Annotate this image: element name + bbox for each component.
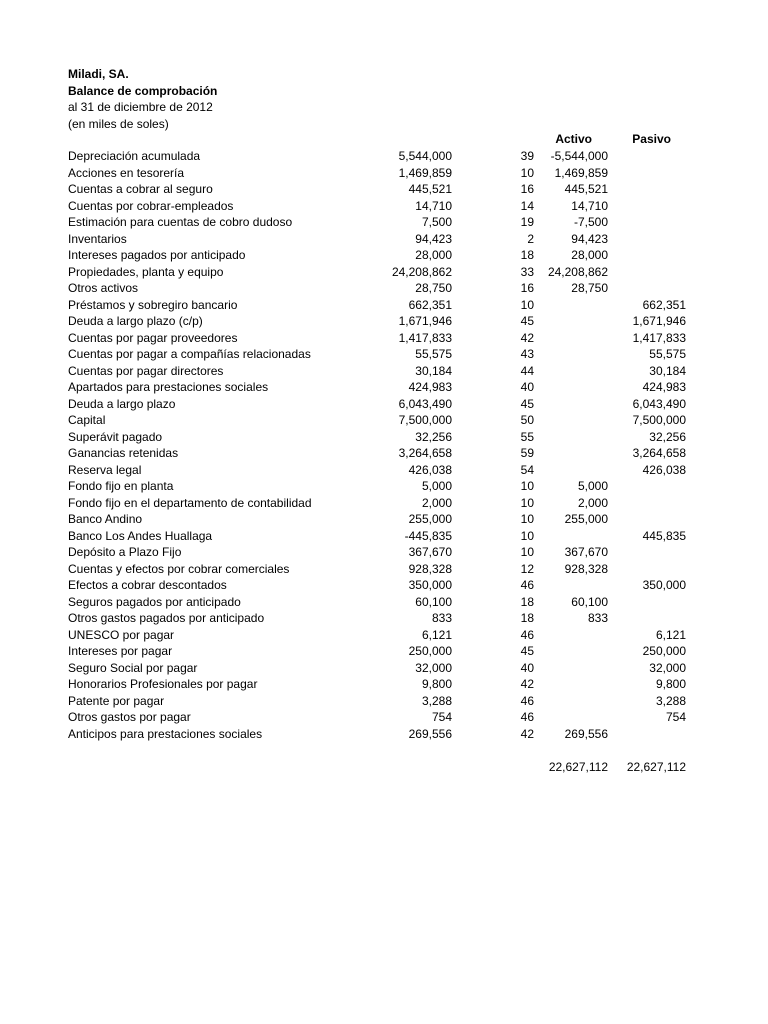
- account-amount: 30,184: [415, 363, 452, 378]
- account-amount: 424,983: [408, 380, 452, 394]
- activo-value: 1,469,859: [554, 165, 608, 180]
- table-row: [0, 148, 768, 165]
- account-name: Reserva legal: [68, 462, 142, 477]
- account-code: 45: [520, 314, 534, 328]
- table-row: [0, 511, 768, 528]
- account-code: 10: [520, 528, 534, 543]
- account-amount: 9,800: [421, 677, 452, 691]
- account-amount: 2,000: [421, 495, 452, 510]
- account-name: Inventarios: [68, 231, 127, 246]
- account-name: Banco Los Andes Huallaga: [68, 528, 213, 543]
- account-name: Cuentas por cobrar-empleados: [68, 198, 234, 213]
- account-code: 42: [520, 330, 534, 345]
- account-amount: 754: [431, 710, 452, 724]
- account-code: 16: [520, 281, 534, 295]
- table-row: [0, 594, 768, 611]
- account-amount: 24,208,862: [391, 264, 452, 279]
- account-name: Intereses por pagar: [68, 644, 173, 658]
- account-name: Banco Andino: [68, 512, 143, 526]
- account-code: 42: [520, 677, 534, 691]
- company-name: Miladi, SA.: [68, 67, 129, 81]
- activo-value: -7,500: [573, 215, 608, 229]
- account-name: Cuentas y efectos por cobrar comerciales: [68, 561, 290, 576]
- pasivo-value: 6,043,490: [632, 396, 686, 411]
- account-code: 18: [520, 594, 534, 609]
- pasivo-value: 32,000: [649, 660, 686, 675]
- account-code: 46: [520, 578, 534, 592]
- pasivo-value: 7,500,000: [632, 413, 686, 427]
- account-code: 42: [520, 726, 534, 741]
- account-name: Depreciación acumulada: [68, 149, 201, 163]
- account-amount: 662,351: [408, 297, 452, 312]
- account-code: 46: [520, 693, 534, 708]
- activo-value: 28,750: [571, 281, 608, 295]
- table-row: [0, 181, 768, 198]
- account-amount: 7,500,000: [398, 413, 452, 427]
- table-row: [0, 726, 768, 743]
- account-amount: 5,544,000: [398, 149, 452, 163]
- table-row: [0, 165, 768, 182]
- account-code: 16: [520, 182, 534, 196]
- pasivo-value: 9,800: [655, 677, 686, 691]
- account-amount: 55,575: [415, 347, 452, 361]
- pasivo-value: 424,983: [642, 380, 686, 394]
- account-code: 19: [520, 215, 534, 229]
- account-amount: 14,710: [415, 198, 452, 213]
- account-code: 59: [520, 446, 534, 460]
- account-code: 40: [520, 380, 534, 394]
- table-row: [0, 363, 768, 380]
- account-name: Intereses pagados por anticipado: [68, 248, 246, 262]
- account-name: Estimación para cuentas de cobro dudoso: [68, 215, 293, 229]
- activo-value: 255,000: [564, 512, 608, 526]
- activo-value: 367,670: [564, 545, 608, 559]
- pasivo-value: 662,351: [642, 297, 686, 312]
- activo-value: 445,521: [564, 182, 608, 196]
- account-code: 55: [520, 429, 534, 444]
- table-row: [0, 330, 768, 347]
- account-code: 50: [520, 413, 534, 427]
- table-row: [0, 478, 768, 495]
- account-amount: 1,469,859: [398, 165, 452, 180]
- column-header-pasivo: Pasivo: [632, 132, 671, 146]
- table-row: [0, 610, 768, 627]
- pasivo-value: 1,417,833: [632, 330, 686, 345]
- pasivo-value: 754: [665, 710, 686, 724]
- account-name: Anticipos para prestaciones sociales: [68, 726, 263, 741]
- account-amount: 1,671,946: [398, 314, 452, 328]
- account-code: 10: [520, 165, 534, 180]
- table-row: [0, 379, 768, 396]
- document-date: al 31 de diciembre de 2012: [68, 100, 213, 114]
- account-amount: 3,288: [421, 693, 452, 708]
- table-row: [0, 231, 768, 248]
- table-row: [0, 561, 768, 578]
- account-code: 43: [520, 347, 534, 361]
- table-row: [0, 627, 768, 644]
- account-name: Cuentas a cobrar al seguro: [68, 182, 213, 196]
- pasivo-value: 350,000: [642, 578, 686, 592]
- table-row: [0, 445, 768, 462]
- account-code: 2: [527, 231, 534, 246]
- account-amount: 6,121: [421, 627, 452, 642]
- account-name: Otros gastos por pagar: [68, 710, 191, 724]
- account-name: Otros activos: [68, 281, 139, 295]
- account-amount: 94,423: [415, 231, 452, 246]
- table-row: [0, 495, 768, 512]
- account-code: 12: [520, 561, 534, 576]
- activo-value: 94,423: [571, 231, 608, 246]
- activo-value: 928,328: [564, 561, 608, 576]
- account-amount: 269,556: [408, 726, 452, 741]
- table-row: [0, 643, 768, 660]
- account-name: Apartados para prestaciones sociales: [68, 380, 269, 394]
- activo-value: 2,000: [577, 495, 608, 510]
- account-amount: 28,000: [415, 248, 452, 262]
- table-row: [0, 429, 768, 446]
- account-code: 10: [520, 512, 534, 526]
- account-name: Seguros pagados por anticipado: [68, 594, 241, 609]
- table-row: [0, 709, 768, 726]
- pasivo-value: 445,835: [642, 528, 686, 543]
- account-code: 39: [520, 149, 534, 163]
- pasivo-value: 6,121: [655, 627, 686, 642]
- account-name: Depósito a Plazo Fijo: [68, 545, 182, 559]
- activo-value: 269,556: [564, 726, 608, 741]
- account-amount: 833: [431, 611, 452, 625]
- account-name: Superávit pagado: [68, 429, 163, 444]
- account-code: 54: [520, 462, 534, 477]
- account-amount: 5,000: [421, 479, 452, 493]
- account-name: Préstamos y sobregiro bancario: [68, 297, 238, 312]
- account-name: Efectos a cobrar descontados: [68, 578, 227, 592]
- account-name: Cuentas por pagar directores: [68, 363, 224, 378]
- account-amount: 445,521: [408, 182, 452, 196]
- pasivo-value: 55,575: [649, 347, 686, 361]
- account-code: 45: [520, 644, 534, 658]
- account-code: 14: [520, 198, 534, 213]
- account-code: 46: [520, 710, 534, 724]
- table-row: [0, 313, 768, 330]
- account-code: 45: [520, 396, 534, 411]
- account-name: UNESCO por pagar: [68, 627, 175, 642]
- account-name: Fondo fijo en planta: [68, 479, 174, 493]
- account-amount: 1,417,833: [398, 330, 452, 345]
- activo-value: 833: [587, 611, 608, 625]
- account-code: 33: [520, 264, 534, 279]
- account-amount: 60,100: [415, 594, 452, 609]
- account-amount: 3,264,658: [398, 446, 452, 460]
- table-row: [0, 462, 768, 479]
- activo-value: 14,710: [571, 198, 608, 213]
- table-row: [0, 264, 768, 281]
- table-row: [0, 396, 768, 413]
- pasivo-value: 32,256: [649, 429, 686, 444]
- account-name: Propiedades, planta y equipo: [68, 264, 224, 279]
- account-amount: 6,043,490: [398, 396, 452, 411]
- account-name: Fondo fijo en el departamento de contabilidad: [68, 495, 312, 510]
- activo-value: 60,100: [571, 594, 608, 609]
- account-amount: 367,670: [408, 545, 452, 559]
- activo-value: 5,000: [577, 479, 608, 493]
- account-name: Otros gastos pagados por anticipado: [68, 611, 265, 625]
- table-row: [0, 412, 768, 429]
- activo-value: -5,544,000: [550, 149, 608, 163]
- account-name: Patente por pagar: [68, 693, 165, 708]
- account-amount: -445,835: [404, 528, 452, 543]
- table-row: [0, 214, 768, 231]
- table-row: [0, 676, 768, 693]
- activo-value: 24,208,862: [547, 264, 608, 279]
- account-amount: 426,038: [408, 462, 452, 477]
- table-row: [0, 280, 768, 297]
- column-header-activo: Activo: [555, 132, 592, 146]
- account-code: 18: [520, 611, 534, 625]
- pasivo-value: 1,671,946: [632, 314, 686, 328]
- account-code: 40: [520, 660, 534, 675]
- account-name: Acciones en tesorería: [68, 165, 185, 180]
- table-row: [0, 247, 768, 264]
- account-amount: 7,500: [421, 215, 452, 229]
- account-amount: 32,000: [415, 660, 452, 675]
- document-units: (en miles de soles): [68, 117, 169, 131]
- activo-value: 28,000: [571, 248, 608, 262]
- account-code: 18: [520, 248, 534, 262]
- account-code: 10: [520, 495, 534, 510]
- account-amount: 28,750: [415, 281, 452, 295]
- account-name: Ganancias retenidas: [68, 446, 179, 460]
- account-code: 10: [520, 479, 534, 493]
- account-name: Honorarios Profesionales por pagar: [68, 677, 258, 691]
- pasivo-value: 426,038: [642, 462, 686, 477]
- account-code: 10: [520, 297, 534, 312]
- pasivo-value: 3,288: [655, 693, 686, 708]
- account-amount: 250,000: [408, 644, 452, 658]
- table-row: [0, 346, 768, 363]
- table-row: [0, 660, 768, 677]
- account-code: 46: [520, 627, 534, 642]
- table-row: [0, 693, 768, 710]
- account-code: 44: [520, 363, 534, 378]
- account-name: Deuda a largo plazo (c/p): [68, 314, 203, 328]
- account-amount: 350,000: [408, 578, 452, 592]
- total-activo: 22,627,112: [548, 760, 608, 774]
- account-amount: 255,000: [408, 512, 452, 526]
- table-row: [0, 528, 768, 545]
- pasivo-value: 30,184: [649, 363, 686, 378]
- account-amount: 32,256: [415, 429, 452, 444]
- document-title: Balance de comprobación: [68, 84, 218, 98]
- pasivo-value: 3,264,658: [632, 446, 686, 460]
- account-name: Seguro Social por pagar: [68, 660, 198, 675]
- account-code: 10: [520, 545, 534, 559]
- table-row: [0, 198, 768, 215]
- account-name: Cuentas por pagar a compañías relacionadas: [68, 347, 311, 361]
- table-row: [0, 297, 768, 314]
- table-row: [0, 544, 768, 561]
- account-amount: 928,328: [408, 561, 452, 576]
- account-name: Cuentas por pagar proveedores: [68, 330, 238, 345]
- account-name: Capital: [68, 413, 106, 427]
- account-name: Deuda a largo plazo: [68, 396, 176, 411]
- table-row: [0, 577, 768, 594]
- pasivo-value: 250,000: [642, 644, 686, 658]
- trial-balance-table: [0, 148, 768, 742]
- total-pasivo: 22,627,112: [626, 760, 686, 774]
